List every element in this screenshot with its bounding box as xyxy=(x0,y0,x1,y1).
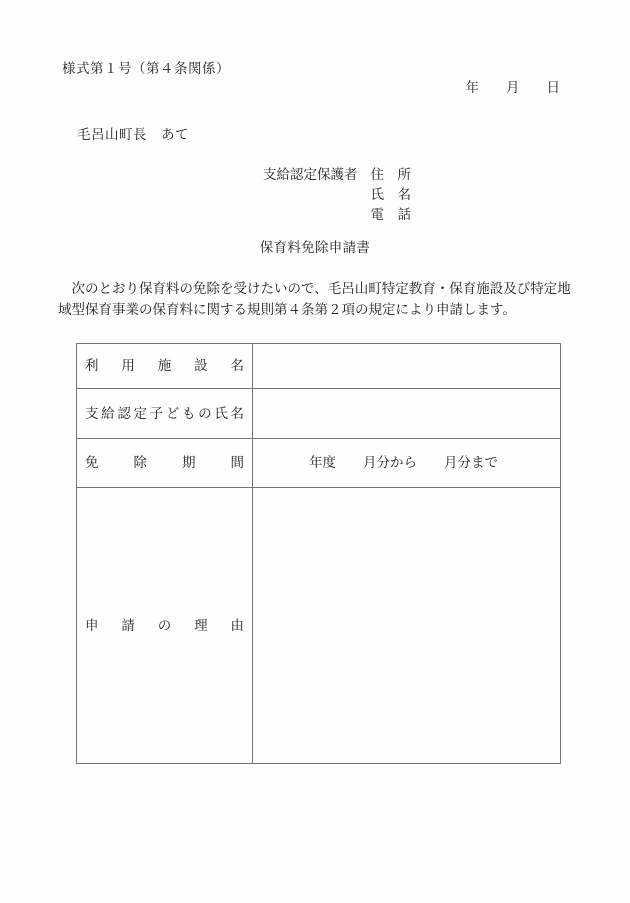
facility-name-label: 利用施設名 xyxy=(77,344,253,389)
applicant-phone-label: 電 話 xyxy=(370,207,411,222)
body-paragraph xyxy=(58,279,571,320)
table-row-application-reason xyxy=(77,488,561,764)
applicant-block xyxy=(263,165,411,225)
application-reason-value xyxy=(253,488,561,764)
application-table xyxy=(76,343,561,764)
document-title: 保育料免除申請書 xyxy=(259,240,371,255)
table-row-child-name xyxy=(77,389,561,439)
form-number: 様式第１号（第４条関係） xyxy=(62,61,230,76)
exemption-period-label: 免除期間 xyxy=(77,439,253,488)
body-paragraph-line-1: 次のとおり保育料の免除を受けたいので、毛呂山町特定教育・保育施設及び特定地 xyxy=(58,281,571,296)
table-row-facility xyxy=(77,344,561,389)
applicant-address-label: 住 所 xyxy=(370,167,411,182)
body-paragraph-line-2: 域型保育事業の保育料に関する規則第４条第２項の規定により申請します。 xyxy=(58,301,516,317)
applicant-name-label: 氏 名 xyxy=(370,187,411,202)
child-name-value xyxy=(253,389,561,439)
applicant-fields xyxy=(371,165,412,225)
child-name-label: 支給認定子どもの氏名 xyxy=(77,389,253,439)
application-reason-label: 申請の理由 xyxy=(77,488,253,764)
addressee: 毛呂山町長 あて xyxy=(77,127,189,142)
facility-name-value xyxy=(253,344,561,389)
date-line: 年 月 日 xyxy=(465,80,560,95)
table-row-exemption-period xyxy=(77,439,561,488)
exemption-period-value: 年度 月分から 月分まで xyxy=(253,439,561,488)
applicant-label: 支給認定保護者 xyxy=(263,167,358,182)
